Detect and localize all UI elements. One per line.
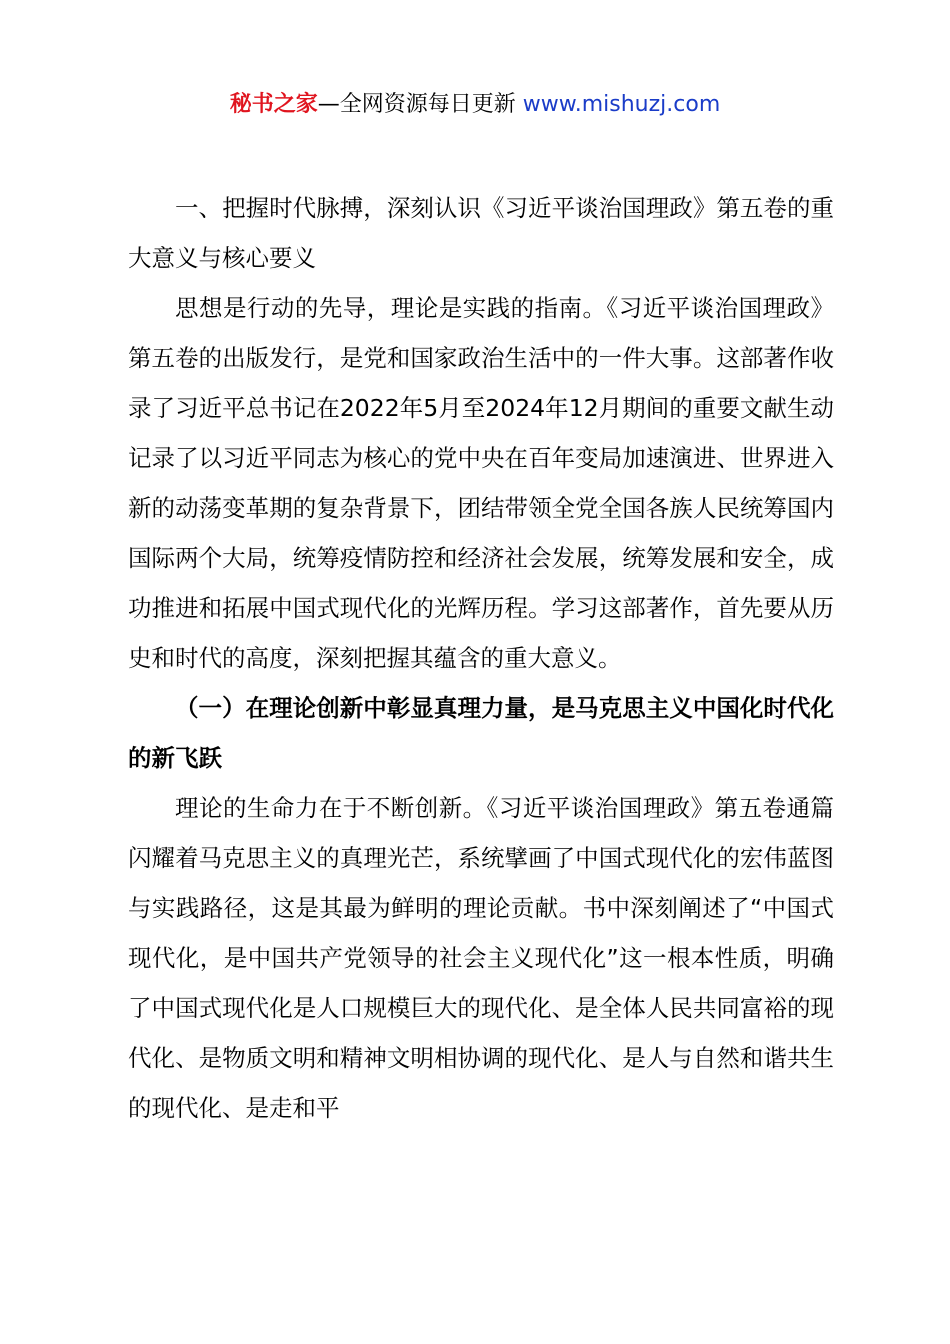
section-heading: 一、把握时代脉搏，深刻认识《习近平谈治国理政》第五卷的重大意义与核心要义 [128,194,834,272]
header-tagline: —全网资源每日更新 [317,92,523,117]
document-body [128,183,834,1133]
brand-name: 秘书之家 [229,92,318,117]
paragraph: 思想是行动的先导，理论是实践的指南。《习近平谈治国理政》第五卷的出版发行，是党和国家政治生活中的一件大事。这部著作收录了习近平总书记在2022年5月至2024年12月期间的重要文献生动记录了以习近平同志为核心的党中央在百年变局加速演进、世界进入新的动荡变革期的复杂背景下，团结带领全党全国各族人民统筹国内国际两个大局，统筹疫情防控和经济社会发展，统筹发展和安全，成功推进和拓展中国式现代化的光辉历程。学习这部著作，首先要从历史和时代的高度，深刻把握其蕴含的重大意义。 [128,294,834,672]
page-header [0,88,950,122]
website-link[interactable]: www.mishuzj.com [522,92,721,117]
paragraph: 理论的生命力在于不断创新。《习近平谈治国理政》第五卷通篇闪耀着马克思主义的真理光芒，系统擘画了中国式现代化的宏伟蓝图与实践路径，这是其最为鲜明的理论贡献。书中深刻阐述了“中国式现代化，是中国共产党领导的社会主义现代化”这一根本性质，明确了中国式现代化是人口规模巨大的现代化、是全体人民共同富裕的现代化、是物质文明和精神文明相协调的现代化、是人与自然和谐共生的现代化、是走和平 [128,794,834,1122]
subheading: （一）在理论创新中彰显真理力量，是马克思主义中国化时代化的新飞跃 [128,694,834,772]
